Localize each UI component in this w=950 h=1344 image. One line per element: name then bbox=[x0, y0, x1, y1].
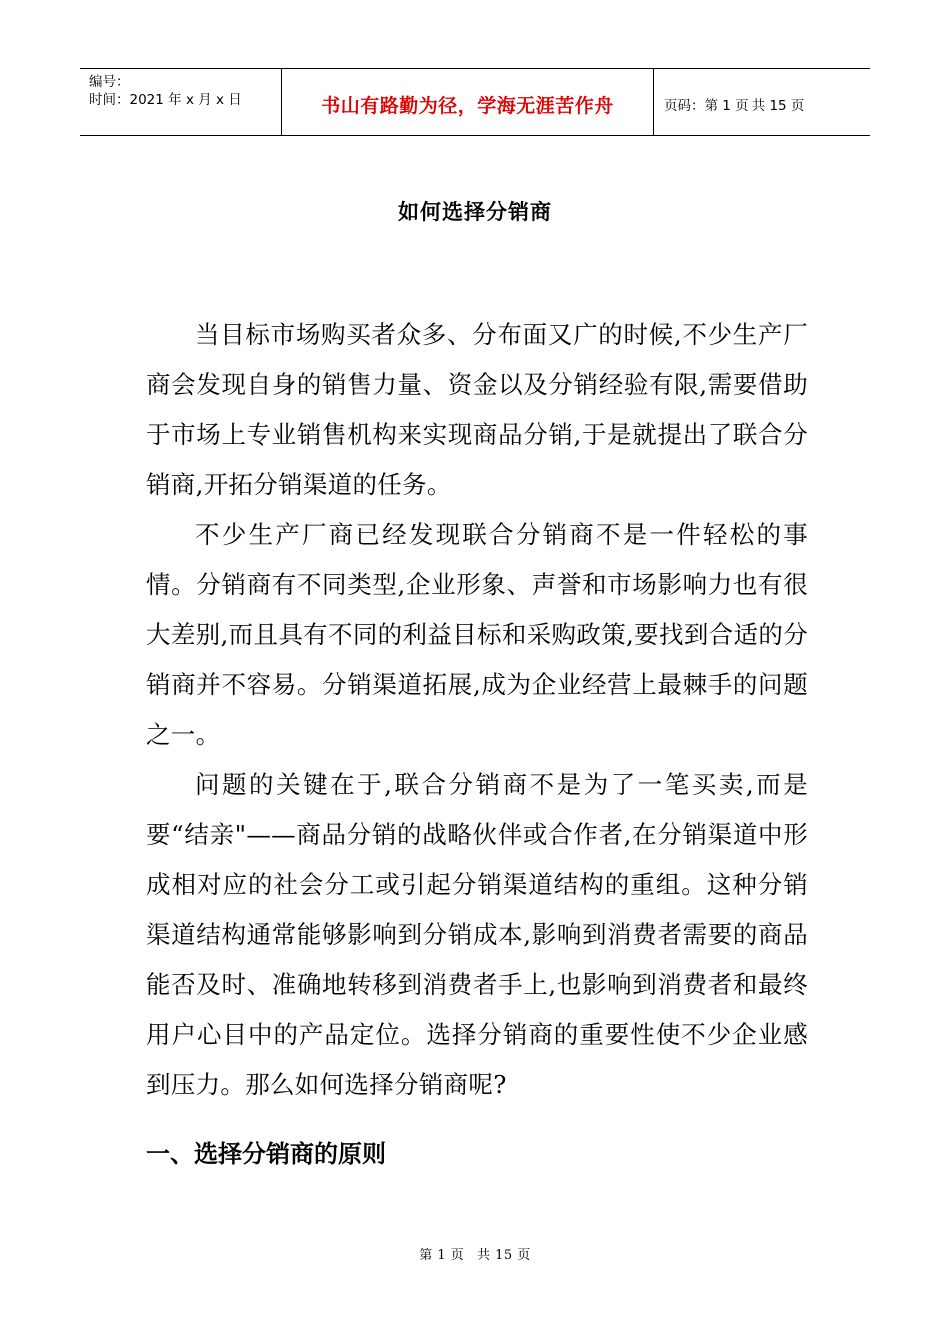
document-title: 如何选择分销商 bbox=[398, 199, 552, 224]
header-page-number: 页码：第 1 页 bbox=[664, 98, 749, 114]
body-paragraph-3: 问题的关键在于,联合分销商不是为了一笔买卖,而是要“结亲"——商品分销的战略伙伴或合作者,在分销渠道中形成相对应的社会分工或引起分销渠道结构的重组。这种分销渠道结构通常能够影响到分销成本,影响到消费者需要的商品能否及时、准确地转移到消费者手上,也影响到消费者和最终用户心目中的产品定位。选择分销商的重要性使不少企业感到压力。那么如何选择分销商呢? bbox=[146, 770, 808, 1099]
body-paragraph-1: 当目标市场购买者众多、分布面又广的时候,不少生产厂商会发现自身的销售力量、资金以及分销经验有限,需要借助于市场上专业销售机构来实现商品分销,于是就提出了联合分销商,开拓分销渠道的任务。 bbox=[146, 320, 808, 499]
section-heading: 一、选择分销商的原则 bbox=[146, 1140, 386, 1168]
header-meta-cell bbox=[80, 69, 282, 135]
header-page-total: 共 15 页 bbox=[751, 98, 805, 114]
header-page-info bbox=[654, 69, 870, 135]
document-time-label: 时间：2021 年 x 月 x 日 bbox=[89, 92, 242, 108]
document-number-label: 编号： bbox=[89, 74, 130, 90]
document-body bbox=[146, 310, 808, 1178]
footer-page-number: 第 1 页 bbox=[419, 1248, 465, 1263]
body-paragraph-2: 不少生产厂商已经发现联合分销商不是一件轻松的事情。分销商有不同类型,企业形象、声誉和市场影响力也有很大差别,而且具有不同的利益目标和采购政策,要找到合适的分销商并不容易。分销渠道拓展,成为企业经营上最棘手的问题之一。 bbox=[146, 520, 808, 749]
page-footer bbox=[0, 1244, 950, 1263]
footer-page-total: 共 15 页 bbox=[476, 1248, 531, 1263]
header-motto: 书山有路勤为径，学海无涯苦作舟 bbox=[282, 69, 654, 135]
document-header bbox=[80, 68, 870, 136]
